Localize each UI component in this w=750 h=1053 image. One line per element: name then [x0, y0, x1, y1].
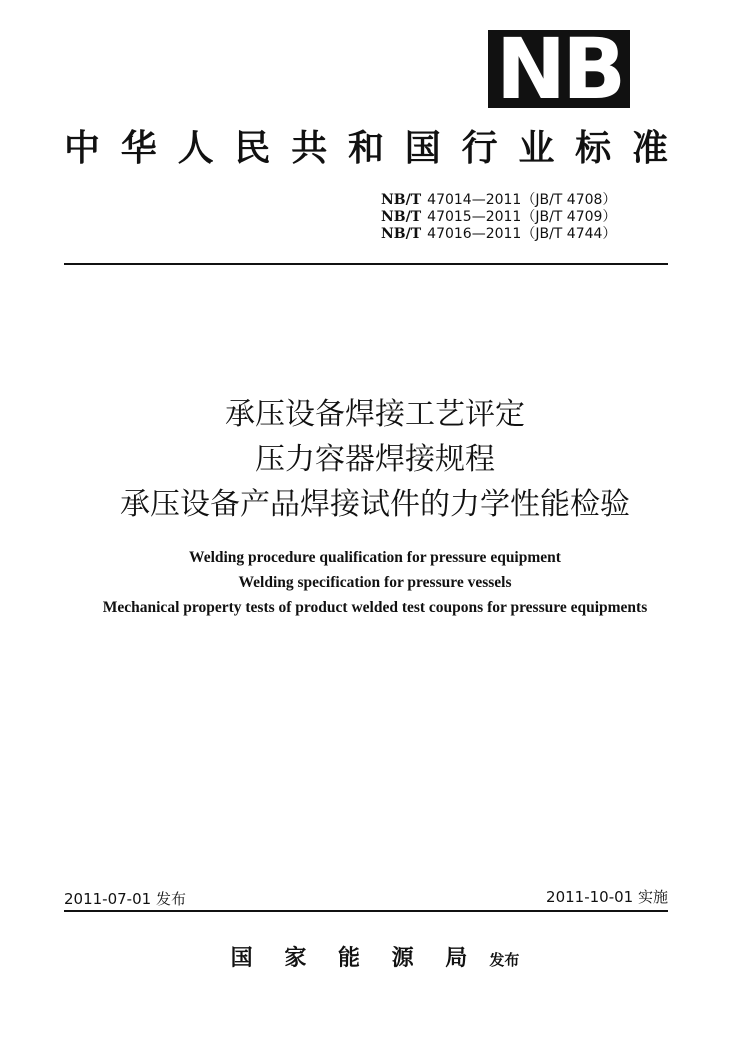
- implementation-date: 2011-10-01 实施: [546, 888, 668, 906]
- standard-category-title: [64, 126, 668, 170]
- footer-divider: [64, 910, 668, 912]
- title-char: 准: [631, 127, 668, 169]
- title-char: 共: [291, 127, 328, 169]
- title-char: 业: [518, 127, 555, 169]
- standard-codes: [381, 192, 671, 243]
- issue-date: 2011-07-01 发布: [64, 890, 186, 908]
- title-char: 中: [64, 127, 101, 169]
- standard-code-row: [381, 192, 671, 209]
- code-number: 47016—2011（JB/T 4744）: [427, 226, 617, 242]
- code-prefix: NB/T: [381, 226, 422, 242]
- title-char: 和: [347, 127, 384, 169]
- code-number: 47015—2011（JB/T 4709）: [427, 209, 617, 225]
- code-prefix: NB/T: [381, 192, 422, 208]
- code-number: 47014—2011（JB/T 4708）: [427, 192, 617, 208]
- title-char: 标: [575, 127, 612, 169]
- publisher: [0, 944, 750, 974]
- chinese-title-line: 承压设备焊接工艺评定: [225, 397, 525, 432]
- english-title-line: Welding procedure qualification for pressure equipment: [189, 549, 561, 566]
- chinese-title-line: 压力容器焊接规程: [255, 442, 495, 477]
- code-prefix: NB/T: [381, 209, 422, 225]
- chinese-title-line: 承压设备产品焊接试件的力学性能检验: [120, 487, 630, 522]
- standard-code-row: [381, 226, 671, 243]
- english-title-line: Mechanical property tests of product welded test coupons for pressure equipments: [102, 599, 648, 616]
- title-char: 国: [404, 127, 441, 169]
- title-char: 人: [177, 127, 214, 169]
- nb-logo: NB: [488, 30, 630, 108]
- title-char: 行: [461, 127, 498, 169]
- standard-code-row: [381, 209, 671, 226]
- english-title-line: Welding specification for pressure vessels: [238, 574, 512, 591]
- publisher-name: 国 家 能 源 局: [230, 945, 480, 971]
- english-titles: [0, 545, 750, 620]
- publisher-action: 发布: [489, 951, 520, 969]
- title-char: 民: [234, 127, 271, 169]
- title-char: 华: [120, 127, 157, 169]
- chinese-titles: [0, 392, 750, 527]
- header-divider: [64, 263, 668, 265]
